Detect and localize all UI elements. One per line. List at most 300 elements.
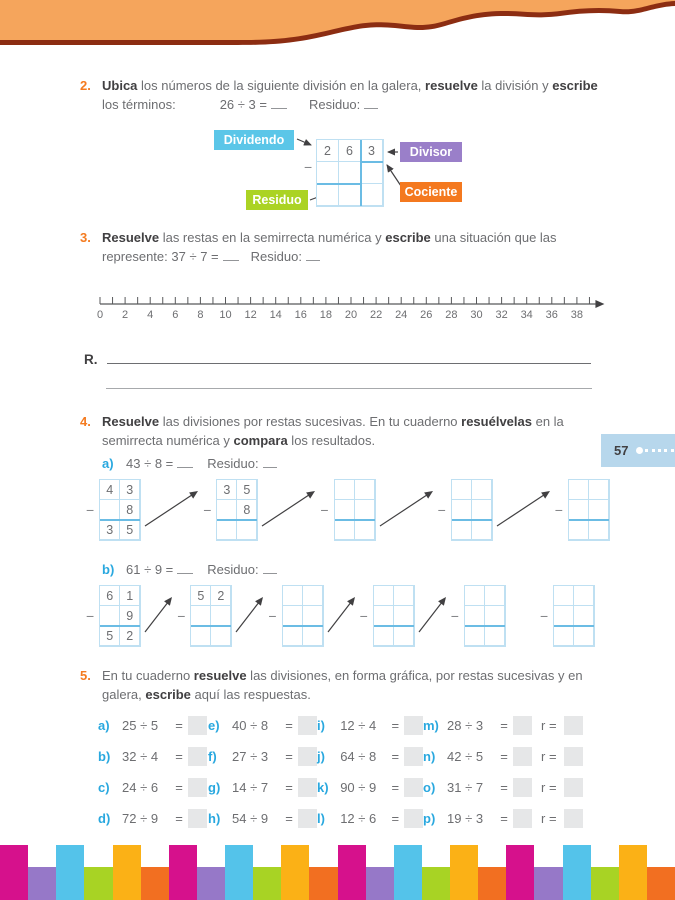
dividendo-label: Dividendo (214, 130, 294, 150)
arrow-icon (234, 590, 266, 642)
svg-text:12: 12 (244, 309, 257, 321)
minus-sign: − (86, 608, 95, 624)
minus-sign: − (450, 608, 459, 624)
division-problem (317, 716, 423, 735)
answer-box[interactable] (513, 747, 532, 766)
grid-cell[interactable] (394, 606, 414, 626)
item-expression: 27 ÷ 3 (232, 749, 269, 764)
answer-box[interactable] (404, 778, 423, 797)
grid-cell[interactable] (317, 184, 339, 206)
answer-box[interactable] (298, 778, 317, 797)
item-letter: d) (98, 811, 111, 826)
exercise-2-equation-line (102, 95, 598, 114)
item-letter: e) (208, 718, 220, 733)
arrow-icon (143, 484, 201, 536)
svg-text:24: 24 (395, 309, 408, 321)
grid-cell: 3 (361, 140, 383, 162)
footer-bar (84, 867, 112, 900)
grid-cell[interactable] (465, 586, 485, 606)
item-letter: a) (102, 456, 114, 471)
equals-sign: = (175, 780, 183, 795)
item-letter: p) (423, 811, 436, 826)
answer-blank[interactable] (263, 561, 277, 574)
remainder-box[interactable] (564, 747, 583, 766)
exercise-4-number: 4. (80, 414, 91, 429)
exercise-2 (80, 76, 610, 114)
text-segment: resuelve (193, 668, 247, 683)
grid-cell[interactable] (394, 626, 414, 646)
grid-cell[interactable] (465, 606, 485, 626)
item-expression: 42 ÷ 5 (447, 749, 484, 764)
item-expression: 24 ÷ 6 (122, 780, 159, 795)
item-letter: l) (317, 811, 325, 826)
grid-cell[interactable] (452, 480, 472, 500)
item-expression: 31 ÷ 7 (447, 780, 484, 795)
exercise-4-text (102, 412, 564, 450)
grid-cell[interactable] (211, 606, 231, 626)
arrow-icon (260, 484, 318, 536)
grid-accent-line (100, 625, 140, 627)
item-expression: 40 ÷ 8 (232, 718, 269, 733)
grid-accent-line (360, 140, 362, 206)
text-segment: represente: 37 ÷ 7 = (102, 249, 219, 264)
equals-sign: = (500, 718, 508, 733)
spacing (193, 467, 207, 468)
answer-box[interactable] (298, 809, 317, 828)
item-letter: j) (317, 749, 325, 764)
subtraction-grid (464, 585, 506, 647)
minus-sign: − (320, 502, 329, 518)
grid-accent-line (283, 625, 323, 627)
svg-text:14: 14 (269, 309, 282, 321)
answer-box[interactable] (298, 716, 317, 735)
footer-bar (422, 867, 450, 900)
division-problem (423, 809, 633, 828)
grid-cell[interactable] (589, 520, 609, 540)
grid-cell[interactable] (472, 520, 492, 540)
exercise-4b-line (102, 560, 277, 579)
item-letter: k) (317, 780, 329, 795)
grid-cell[interactable] (452, 520, 472, 540)
grid-cell[interactable] (100, 606, 120, 626)
text-segment: En tu cuaderno (102, 668, 194, 683)
exercise-5-instruction-line-1 (102, 666, 583, 685)
division-problem (317, 747, 423, 766)
exercise-4a-line (102, 454, 277, 473)
grid-cell[interactable] (569, 500, 589, 520)
grid-cell[interactable] (472, 500, 492, 520)
grid-cell[interactable] (554, 586, 574, 606)
footer-bar (0, 845, 28, 900)
svg-text:26: 26 (420, 309, 433, 321)
footer-bar (56, 845, 84, 900)
division-problem (98, 809, 208, 828)
remainder-box[interactable] (564, 716, 583, 735)
exercise-3 (80, 228, 610, 266)
footer-bar (647, 867, 675, 900)
grid-cell: 2 (120, 626, 140, 646)
grid-cell[interactable] (283, 586, 303, 606)
footer-bar (478, 867, 506, 900)
subtraction-grid (282, 585, 324, 647)
arrow-icon (417, 590, 449, 642)
answer-label: R. (84, 352, 98, 367)
division-problem (423, 747, 633, 766)
grid-cell[interactable] (374, 626, 394, 646)
grid-cell: 3 (217, 480, 237, 500)
grid-cell[interactable] (394, 586, 414, 606)
exercise-2-number: 2. (80, 78, 91, 93)
footer-bar (394, 845, 422, 900)
equals-sign: = (285, 780, 293, 795)
text-segment: resuelve (425, 78, 478, 93)
grid-cell[interactable] (374, 586, 394, 606)
page-number: 57 (614, 443, 629, 458)
footer-bar (141, 867, 169, 900)
grid-cell[interactable] (339, 162, 361, 184)
text-segment: 61 ÷ 9 = (126, 562, 174, 577)
arrow-icon (378, 484, 436, 536)
text-segment: Ubica (102, 78, 138, 93)
answer-blank[interactable] (177, 455, 193, 468)
remainder-label: r = (541, 780, 557, 795)
svg-text:34: 34 (520, 309, 533, 321)
item-letter: b) (102, 562, 115, 577)
footer-bar (534, 867, 562, 900)
arrow-icon (326, 590, 358, 642)
equals-sign: = (285, 718, 293, 733)
grid-cell: 6 (100, 586, 120, 606)
grid-accent-line (554, 625, 594, 627)
grid-cell: 9 (120, 606, 140, 626)
exercise-5 (80, 666, 610, 704)
exercise-3-number: 3. (80, 230, 91, 245)
grid-accent-line (335, 519, 375, 521)
remainder-box[interactable] (564, 778, 583, 797)
exercise-4-instruction-line-2 (102, 431, 564, 450)
footer-bar (28, 867, 56, 900)
answer-box[interactable] (404, 809, 423, 828)
remainder-label: r = (541, 749, 557, 764)
grid-cell[interactable] (569, 520, 589, 540)
text-segment: 43 ÷ 8 = (126, 456, 174, 471)
footer-color-bars (0, 845, 675, 900)
subtraction-grid (99, 585, 141, 647)
svg-text:0: 0 (96, 309, 104, 321)
remainder-box[interactable] (564, 809, 583, 828)
grid-cell[interactable] (569, 480, 589, 500)
exercise-2-instruction-line-1 (102, 76, 598, 95)
exercise-5-number: 5. (80, 668, 91, 683)
badge-dotted-line (645, 449, 674, 452)
grid-cell[interactable] (574, 606, 594, 626)
grid-cell[interactable] (217, 520, 237, 540)
text-segment: galera, (102, 687, 146, 702)
grid-cell: 5 (100, 626, 120, 646)
grid-cell[interactable] (339, 184, 361, 206)
badge-dot (636, 447, 643, 454)
grid-cell: 3 (100, 520, 120, 540)
item-letter: c) (98, 780, 110, 795)
text-segment: la división y (477, 78, 553, 93)
text-segment: Resuelve (102, 230, 160, 245)
svg-text:4: 4 (147, 309, 154, 321)
footer-bar (197, 867, 225, 900)
footer-bar (281, 845, 309, 900)
equals-sign: = (391, 749, 400, 764)
text-segment: escribe (385, 230, 431, 245)
minus-sign: − (437, 502, 446, 518)
text-segment: semirrecta numérica y (102, 433, 234, 448)
equals-sign: = (285, 811, 293, 826)
minus-sign: − (177, 608, 186, 624)
item-letter: f) (208, 749, 217, 764)
minus-sign: − (359, 608, 368, 624)
remainder-label: r = (541, 718, 557, 733)
subtraction-grid (451, 479, 493, 541)
subtraction-grid-row-b (86, 585, 595, 647)
grid-accent-line (465, 625, 505, 627)
text-segment: escribe (552, 78, 598, 93)
cociente-label: Cociente (400, 182, 462, 202)
item-expression: 25 ÷ 5 (122, 718, 159, 733)
grid-cell: 5 (237, 480, 257, 500)
footer-bar (309, 867, 337, 900)
division-problem (317, 809, 423, 828)
equals-sign: = (500, 749, 508, 764)
svg-text:22: 22 (369, 309, 383, 321)
grid-cell: 3 (120, 480, 140, 500)
exercise-4b-equation (126, 562, 277, 577)
arrow-icon (495, 484, 553, 536)
svg-text:20: 20 (344, 309, 358, 321)
grid-cell: 6 (339, 140, 361, 162)
grid-cell[interactable] (303, 606, 323, 626)
grid-cell[interactable] (589, 500, 609, 520)
answer-box[interactable] (513, 778, 532, 797)
division-problem (317, 778, 423, 797)
division-problem (208, 747, 317, 766)
exercise-5-text (102, 666, 583, 704)
grid-cell[interactable] (355, 520, 375, 540)
svg-text:36: 36 (545, 309, 558, 321)
answer-box[interactable] (513, 809, 532, 828)
answer-box[interactable] (188, 716, 207, 735)
equals-sign: = (391, 718, 400, 733)
answer-blank[interactable] (263, 455, 277, 468)
division-problem (98, 747, 208, 766)
grid-cell[interactable] (574, 586, 594, 606)
answer-box[interactable] (188, 778, 207, 797)
grid-cell[interactable] (472, 480, 492, 500)
exercise-2-text (102, 76, 598, 114)
equals-sign: = (391, 811, 400, 826)
grid-cell[interactable] (554, 626, 574, 646)
answer-line-2[interactable] (106, 388, 592, 389)
answer-box[interactable] (404, 747, 423, 766)
grid-cell[interactable] (317, 162, 339, 184)
division-problem (208, 778, 317, 797)
text-segment: Residuo: (207, 456, 259, 471)
text-segment: escribe (145, 687, 191, 702)
subtraction-grid (568, 479, 610, 541)
minus-sign: − (539, 608, 549, 624)
subtraction-grid (334, 479, 376, 541)
svg-text:32: 32 (495, 309, 508, 321)
minus-sign: − (268, 608, 277, 624)
division-problem (423, 716, 633, 735)
galera-grid-slot (316, 139, 384, 207)
text-segment: una situación que las (430, 230, 557, 245)
grid-cell[interactable] (554, 606, 574, 626)
equals-sign: = (175, 811, 183, 826)
text-segment: compara (233, 433, 288, 448)
svg-text:28: 28 (445, 309, 458, 321)
equals-sign: = (500, 780, 508, 795)
grid-cell[interactable] (237, 520, 257, 540)
answer-box[interactable] (404, 716, 423, 735)
grid-cell[interactable] (283, 626, 303, 646)
text-segment: las restas en la semirrecta numérica y (159, 230, 386, 245)
item-expression: 12 ÷ 4 (340, 718, 377, 733)
equals-sign: = (391, 780, 400, 795)
grid-cell[interactable] (335, 500, 355, 520)
grid-cell[interactable] (303, 626, 323, 646)
svg-text:38: 38 (570, 309, 584, 321)
footer-bar (591, 867, 619, 900)
item-letter: g) (208, 780, 221, 795)
number-line-svg (94, 287, 610, 323)
footer-bar (366, 867, 394, 900)
answer-box[interactable] (298, 747, 317, 766)
minus-sign: − (304, 159, 313, 175)
text-segment: Residuo: (250, 249, 302, 264)
item-letter: i) (317, 718, 325, 733)
svg-text:6: 6 (172, 309, 179, 321)
grid-cell[interactable] (452, 500, 472, 520)
grid-cell[interactable] (355, 480, 375, 500)
answer-line-1[interactable] (107, 351, 591, 364)
grid-cell[interactable] (335, 520, 355, 540)
item-expression: 64 ÷ 8 (340, 749, 377, 764)
footer-bar (113, 845, 141, 900)
division-problem (98, 716, 208, 735)
exercise-5-instruction-line-2 (102, 685, 583, 704)
item-letter: m) (423, 718, 439, 733)
text-segment: Residuo: (207, 562, 259, 577)
grid-cell[interactable] (335, 480, 355, 500)
svg-text:10: 10 (219, 309, 232, 321)
grid-cell[interactable] (355, 500, 375, 520)
spacing (193, 573, 207, 574)
grid-cell: 5 (120, 520, 140, 540)
grid-cell[interactable] (211, 626, 231, 646)
number-line (94, 287, 610, 328)
grid-cell[interactable] (465, 626, 485, 646)
subtraction-grid (373, 585, 415, 647)
answer-blank[interactable] (177, 561, 193, 574)
grid-cell[interactable] (485, 606, 505, 626)
grid-accent-line (317, 183, 361, 185)
text-segment: los términos: (102, 97, 176, 112)
answer-blank[interactable] (271, 96, 287, 109)
item-expression: 14 ÷ 7 (232, 780, 269, 795)
text-segment: Residuo: (308, 97, 361, 112)
grid-cell[interactable] (361, 162, 383, 184)
grid-cell[interactable] (283, 606, 303, 626)
item-letter: o) (423, 780, 436, 795)
item-expression: 19 ÷ 3 (447, 811, 484, 826)
equals-sign: = (175, 718, 183, 733)
grid-cell[interactable] (374, 606, 394, 626)
svg-text:8: 8 (197, 309, 204, 321)
answer-blank[interactable] (223, 248, 239, 261)
answer-box[interactable] (188, 809, 207, 828)
minus-sign: − (554, 502, 563, 518)
grid-accent-line (217, 519, 257, 521)
grid-cell[interactable] (485, 626, 505, 646)
answer-blank[interactable] (306, 248, 320, 261)
exercise-3-text (102, 228, 557, 266)
item-letter: b) (98, 749, 111, 764)
item-letter: h) (208, 811, 221, 826)
grid-cell[interactable] (303, 586, 323, 606)
grid-cell[interactable] (217, 500, 237, 520)
footer-bar (225, 845, 253, 900)
answer-blank[interactable] (364, 96, 378, 109)
subtraction-grid (553, 585, 595, 647)
item-letter: n) (423, 749, 436, 764)
arrow-icon (143, 590, 175, 642)
svg-text:16: 16 (294, 309, 307, 321)
grid-cell[interactable] (361, 184, 383, 206)
grid-accent-line (100, 519, 140, 521)
text-segment: los resultados. (287, 433, 376, 448)
grid-accent-line (191, 625, 231, 627)
grid-cell[interactable] (191, 626, 211, 646)
grid-cell[interactable] (589, 480, 609, 500)
item-expression: 72 ÷ 9 (122, 811, 159, 826)
grid-cell[interactable] (191, 606, 211, 626)
minus-sign: − (203, 502, 212, 518)
grid-cell: 1 (120, 586, 140, 606)
item-letter: a) (98, 718, 110, 733)
footer-bar (506, 845, 534, 900)
answer-box[interactable] (188, 747, 207, 766)
exercise-4 (80, 412, 610, 450)
item-expression: 54 ÷ 9 (232, 811, 269, 826)
equals-sign: = (500, 811, 508, 826)
item-expression: 90 ÷ 9 (340, 780, 377, 795)
svg-text:30: 30 (470, 309, 483, 321)
footer-bar (253, 867, 281, 900)
division-problem (208, 716, 317, 735)
grid-cell[interactable] (574, 626, 594, 646)
exercise-4a-equation (126, 456, 277, 471)
equals-sign: = (285, 749, 293, 764)
footer-bar (563, 845, 591, 900)
division-problems-grid (98, 710, 633, 834)
subtraction-grid (190, 585, 232, 647)
grid-accent-line (374, 625, 414, 627)
grid-cell[interactable] (485, 586, 505, 606)
galera-grid (316, 139, 384, 207)
answer-box[interactable] (513, 716, 532, 735)
grid-cell: 4 (100, 480, 120, 500)
grid-cell: 5 (191, 586, 211, 606)
divisor-label: Divisor (400, 142, 462, 162)
grid-cell[interactable] (100, 500, 120, 520)
